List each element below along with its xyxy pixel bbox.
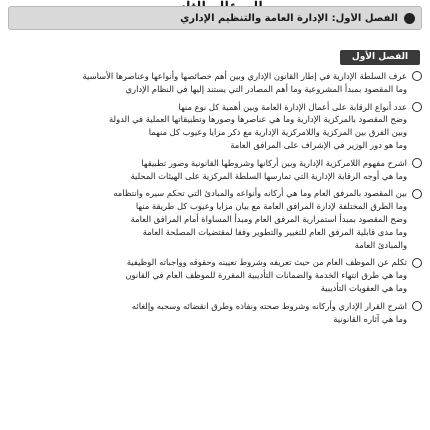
header-bar xyxy=(8,6,422,30)
item-line: اشرح مفهوم اللامركزية الإدارية وبين أركانها وشروطها القانونية وصور تطبيقها xyxy=(8,157,422,170)
item-line: وما هي أوجه الرقابة الإدارية التي تمارسها السلطة المركزية على الهيئات المحلية xyxy=(130,170,407,181)
item-line: وما مدى قابلية المرفق العام للتغيير والتطوير وفقا لمقتضيات المصلحة العامة xyxy=(142,226,407,237)
item-line: وضح المقصود بالمركزية الإدارية وما هي عناصرها وصورها وتطبيقاتها العملية في الدولة xyxy=(109,114,407,125)
list-item xyxy=(8,157,422,183)
item-line: وما هو دور الوزير في الإشراف على المرافق العامة xyxy=(230,139,407,150)
item-line: والمبادئ العامة xyxy=(354,239,407,250)
item-line: تكلم عن الموظف العام من حيث تعريفه وشروط تعيينه وحقوقه وواجباته الوظيفية xyxy=(8,256,422,269)
list-item xyxy=(8,187,422,251)
circle-bullet-icon xyxy=(412,102,422,112)
item-line: وما هي طرق انتهاء الخدمة والضمانات التأديبية المقررة للموظف العام في القانون xyxy=(125,270,407,281)
circle-bullet-icon xyxy=(412,189,422,199)
list-item xyxy=(8,70,422,96)
item-line: وما الطرق المختلفة لإدارة المرافق العامة مع بيان مزايا وعيوب كل طريقة منها xyxy=(135,201,407,212)
item-line: عرف السلطة الإدارية في إطار القانون الإداري وبين أهم خصائصها وأنواعها وعناصرها الأساسية xyxy=(8,70,422,83)
circle-bullet-icon xyxy=(412,158,422,168)
item-line: بين المقصود بالمرفق العام وما هي أركانه وأنواعه والمبادئ التي تحكم سيره وانتظامه xyxy=(8,187,422,200)
circle-bullet-icon xyxy=(412,301,422,311)
list-item xyxy=(8,256,422,294)
document-content xyxy=(8,36,422,428)
item-line: عدد أنواع الرقابة على أعمال الإدارة العامة وبين أهمية كل نوع منها xyxy=(8,101,422,114)
list-item xyxy=(8,300,422,326)
circle-bullet-icon xyxy=(412,71,422,81)
item-line: اشرح القرار الإداري وأركانه وشروط صحته ونفاذه وطرق انقضائه وسحبه وإلغائه xyxy=(8,300,422,313)
question-list xyxy=(8,70,422,330)
item-line: وبين الفرق بين المركزية واللامركزية الإدارية مع ذكر مزايا وعيوب كل منهما xyxy=(148,127,407,138)
item-line: وما المقصود بمبدأ المشروعية وما أهم المصادر التي يستند إليها في النظام الإداري xyxy=(125,83,407,94)
breadcrumb: الفصل الأول: الإدارة العامة والتنظيم الإداري xyxy=(180,12,398,24)
circle-bullet-icon xyxy=(412,258,422,268)
bullet-icon xyxy=(404,13,415,24)
item-line: وضح المقصود بمبدأ استمرارية المرفق العام ومبدأ المساواة أمام المرافق العامة xyxy=(130,213,407,224)
list-item xyxy=(8,101,422,152)
item-line: وما هي العقوبات التأديبية xyxy=(320,282,407,293)
section-label: الفصل الأول xyxy=(340,50,420,65)
item-line: وما هي آثاره القانونية xyxy=(333,313,407,324)
